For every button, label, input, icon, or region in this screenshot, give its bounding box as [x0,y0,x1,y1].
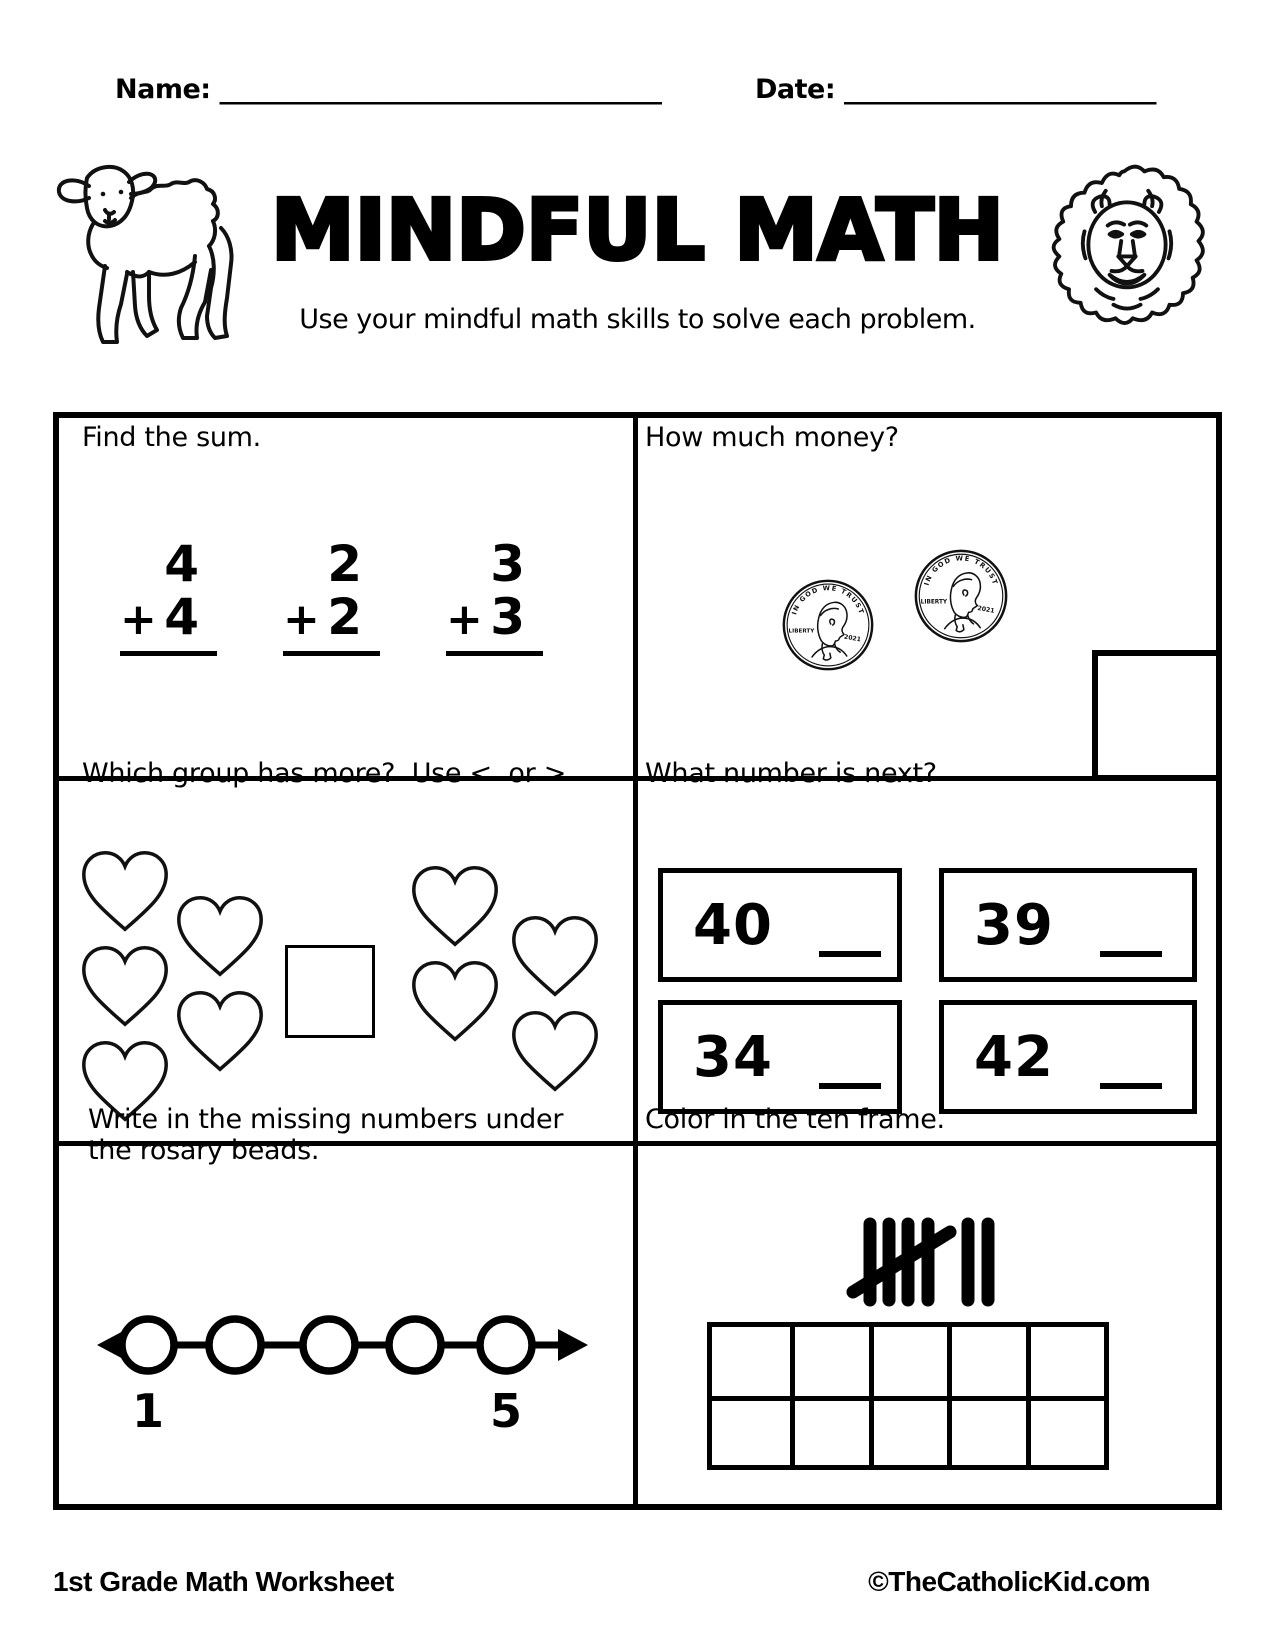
footer-right: ©TheCatholicKid.com [868,1566,1150,1597]
answer-blank[interactable] [1100,1025,1162,1089]
coin-liberty: LIBERTY [920,599,948,606]
plus-sign: + [446,593,483,645]
heart-icon [75,845,175,940]
coin-motto: IN GOD WE TRUST [790,584,866,616]
heart-icon [505,1005,605,1100]
bottom-addend: 3 [490,587,525,646]
rosary-bead [209,1319,261,1371]
rosary-bead [122,1319,174,1371]
heart-icon [405,955,505,1050]
ten-frame [707,1322,1109,1470]
grid-vertical-divider [633,412,638,1510]
heart-icon [170,985,270,1080]
date-write-line[interactable]: ________________________ [835,74,1157,105]
rosary-number-line [95,1306,590,1386]
plus-sign: + [120,593,157,645]
coin-year: 2021 [843,633,862,644]
answer-blank[interactable] [1100,893,1162,957]
ten-frame-cell[interactable] [1026,1327,1104,1396]
addition-problem[interactable] [283,535,380,656]
money-answer-box[interactable] [1092,650,1222,781]
tally-marks-seven [838,1212,1008,1312]
number-box[interactable] [658,1000,902,1114]
number-label: 39 [974,892,1054,958]
penny-coin [913,548,1009,644]
top-addend: 2 [327,535,362,593]
bottom-addend: 2 [327,587,362,646]
answer-blank[interactable] [819,1025,881,1089]
coin-liberty: LIBERTY [788,628,815,635]
number-box[interactable] [939,868,1197,982]
ten-frame-cell[interactable] [790,1327,868,1396]
comparison-answer-box[interactable] [285,945,375,1038]
name-write-line[interactable]: __________________________________ [210,74,662,105]
compare-prompt: Which group has more? Use < or > [82,758,567,789]
number-label: 42 [974,1024,1054,1090]
heart-icon [75,940,175,1035]
number-box[interactable] [658,868,902,982]
find-sum-prompt: Find the sum. [82,422,261,453]
heart-icon [505,910,605,1005]
ten-frame-cell[interactable] [790,1396,868,1465]
addition-problems [120,535,543,656]
name-row [115,74,661,105]
date-label: Date: [755,74,836,105]
ten-frame-cell[interactable] [869,1327,947,1396]
ten-frame-cell[interactable] [947,1327,1025,1396]
addition-problem[interactable] [446,535,543,656]
date-row [755,74,1156,105]
ten-frame-cell[interactable] [869,1396,947,1465]
addition-problem[interactable] [120,535,217,656]
bead-label-first: 1 [131,1384,164,1438]
coin-year: 2021 [976,604,996,615]
next-number-prompt: What number is next? [645,758,937,789]
coin-motto: IN GOD WE TRUST [922,554,1000,587]
number-box[interactable] [939,1000,1197,1114]
top-addend: 3 [490,535,525,593]
bottom-addend: 4 [164,587,199,646]
ten-frame-prompt: Color in the ten frame. [645,1104,945,1135]
rosary-bead [303,1319,355,1371]
bead-label-last: 5 [489,1384,522,1438]
ten-frame-cell[interactable] [712,1396,790,1465]
top-addend: 4 [164,535,199,593]
footer-left: 1st Grade Math Worksheet [53,1566,394,1597]
plus-sign: + [283,593,320,645]
ten-frame-cell[interactable] [712,1327,790,1396]
number-label: 40 [693,892,773,958]
penny-coin [781,578,875,672]
rosary-bead [480,1319,532,1371]
heart-icon [405,860,505,955]
ten-frame-cell[interactable] [947,1396,1025,1465]
number-label: 34 [693,1024,773,1090]
page-subtitle: Use your mindful math skills to solve each problem. [299,304,976,335]
rosary-prompt: Write in the missing numbers under the rosary beads. [88,1104,572,1166]
money-prompt: How much money? [645,422,899,453]
page-title: MINDFUL MATH [271,181,1004,279]
heart-icon [170,890,270,985]
name-label: Name: [115,74,211,105]
ten-frame-cell[interactable] [1026,1396,1104,1465]
answer-blank[interactable] [819,893,881,957]
rosary-bead [389,1319,441,1371]
